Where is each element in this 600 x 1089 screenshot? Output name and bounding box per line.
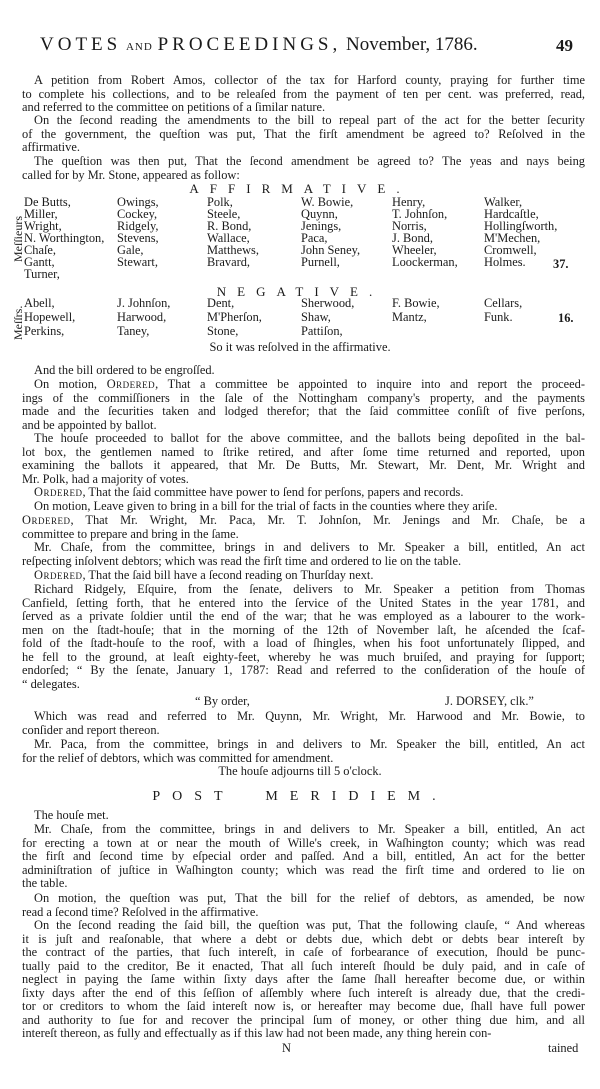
member-name: Purnell, bbox=[301, 255, 340, 269]
by-order: “ By order, bbox=[195, 694, 250, 708]
member-name: Paca, bbox=[301, 231, 328, 245]
header-date: November, 1786. bbox=[345, 34, 478, 55]
text-line: conſider and report thereon. bbox=[22, 722, 160, 737]
text-line: On motion, Ordered, That a committee be appointed to inquire into and report the proceed- bbox=[34, 377, 585, 391]
text-line: made and the ſecurities taken and lodged therefor; that the ſaid committee conſiſt of five perſons, bbox=[22, 404, 585, 419]
member-name: Turner, bbox=[24, 267, 60, 281]
member-name: Bravard, bbox=[207, 255, 251, 269]
member-name: Wheeler, bbox=[392, 243, 437, 257]
text-line: it is juſt and reaſonable, that where a debt or debts due, which debt or debts bear intereſt by bbox=[22, 931, 585, 946]
text-line: ings of the commiſſioners in the ſale of the Nottingham company's property, and the payments bbox=[22, 390, 585, 405]
member-name: Loockerman, bbox=[392, 255, 458, 269]
ordered-smallcaps: Ordered bbox=[34, 485, 83, 499]
text-line: the contract of the parties, that ſuch intereſt, in caſe of forbearance of execution, ſhould be punc- bbox=[22, 945, 585, 960]
adjournment-note: The houſe adjourns till 5 o'clock. bbox=[218, 764, 382, 778]
member-name: Owings, bbox=[117, 195, 159, 209]
member-name: Perkins, bbox=[24, 324, 65, 338]
text-line: reſpecting inſolvent debtors; which was read the firſt time and ordered to lie on the table. bbox=[22, 553, 462, 568]
text-line: On the ſecond reading the amendments to the bill to repeal part of the act for the better ſecurity bbox=[34, 113, 585, 127]
text-line: A petition from Robert Amos, collector of the tax for Harford county, praying for further time bbox=[34, 73, 585, 87]
text-line: ſixty days after the end of this ſeſſion of aſſembly where ſuch intereſt is already due, that the credi- bbox=[22, 985, 585, 1000]
member-name: Ridgely, bbox=[117, 219, 159, 233]
affirmative-count: 37. bbox=[553, 257, 569, 271]
member-name: Shaw, bbox=[301, 310, 331, 324]
member-name: Cromwell, bbox=[484, 243, 537, 257]
member-name: Mantz, bbox=[392, 310, 427, 324]
member-name: M'Mechen, bbox=[484, 231, 541, 245]
member-name: Gale, bbox=[117, 243, 144, 257]
text-line: intereſt thereon, as fully and effectually as if this law had not been made, any thing herein con- bbox=[22, 1026, 492, 1041]
text-line: tually paid to the creditor, Be it enacted, That all ſuch intereſt ſhould be duly paid, and in caſe of bbox=[22, 958, 585, 973]
member-name: Wright, bbox=[24, 219, 62, 233]
member-name: F. Bowie, bbox=[392, 296, 440, 310]
vote-result: So it was reſolved in the affirmative. bbox=[209, 340, 391, 354]
text-line: Canfield, ſetting forth, that he entered into the ſervice of the United States in the year 1781, and bbox=[22, 595, 585, 610]
member-name: R. Bond, bbox=[207, 219, 252, 233]
member-name: J. Bond, bbox=[392, 231, 433, 245]
member-name: M'Pherſon, bbox=[207, 310, 262, 324]
text-line: he fell to the ground, at leaſt eighty-feet, whereby he was much bruiſed, and praying for ſupport; bbox=[22, 649, 585, 664]
running-header bbox=[40, 34, 570, 56]
text-line: Ordered, That Mr. Wright, Mr. Paca, Mr. T. Johnſon, Mr. Jenings and Mr. Chaſe, be a bbox=[22, 513, 585, 527]
text-line: and referred to the committee on petitions of a ſimilar nature. bbox=[22, 100, 326, 115]
member-name: Stewart, bbox=[117, 255, 158, 269]
negative-messrs-label: Meſſrs. bbox=[11, 305, 25, 340]
member-name: J. Johnſon, bbox=[117, 296, 171, 310]
member-name: W. Bowie, bbox=[301, 195, 354, 209]
text-line: read a ſecond time? Reſolved in the affirmative. bbox=[22, 904, 259, 919]
text-line: and be appointed by ballot. bbox=[22, 417, 157, 432]
member-name: Holmes. bbox=[484, 255, 526, 269]
text-line: On motion, the queſtion was put, That the bill for the relief of debtors, as amended, be now bbox=[34, 891, 585, 905]
text-line: Richard Ridgely, Eſquire, from the ſenate, delivers to Mr. Speaker a petition from Thomas bbox=[34, 582, 585, 596]
member-name: Pattiſon, bbox=[301, 324, 343, 338]
text-line: Which was read and referred to Mr. Quynn, Mr. Wright, Mr. Harwood and Mr. Bowie, to bbox=[34, 709, 585, 723]
text-line: the firſt and ſecond time by eſpecial order and paſſed. And a bill, entitled, An act for the better bbox=[22, 849, 585, 864]
member-name: John Seney, bbox=[301, 243, 361, 257]
member-name: Hollingſworth, bbox=[484, 219, 558, 233]
page-number: 49 bbox=[556, 36, 573, 55]
member-name: Stone, bbox=[207, 324, 239, 338]
text-line: neglect in paying the ſame within ſixty days after the ſame ſhall hereafter become due, or within bbox=[22, 972, 585, 987]
negative-heading: NEGATIVE. bbox=[216, 284, 384, 299]
text-line: Mr. Paca, from the committee, brings in and delivers to Mr. Speaker the bill, entitled, An act bbox=[34, 737, 585, 751]
text-line: Mr. Chaſe, from the committee, brings in and delivers to Mr. Speaker a bill, entitled, An act bbox=[34, 822, 585, 836]
member-name: Henry, bbox=[392, 195, 426, 209]
text-line: for erecting a town at or near the mouth of Wille's creek, in Waſhington county; which was read bbox=[22, 835, 585, 850]
text-line: “ delegates. bbox=[22, 676, 80, 691]
member-name: Sherwood, bbox=[301, 296, 355, 310]
text-line: The houſe met. bbox=[34, 808, 109, 822]
text-line: committee to prepare and bring in the ſame. bbox=[22, 526, 239, 541]
member-name: Polk, bbox=[207, 195, 233, 209]
member-name: Miller, bbox=[24, 207, 58, 221]
member-name: Steele, bbox=[207, 207, 241, 221]
member-name: Cellars, bbox=[484, 296, 523, 310]
text-line: examining the ballots it appeared, that Mr. De Butts, Mr. Stewart, Mr. Dent, Mr. Wright and bbox=[22, 458, 585, 473]
header-title-and: AND bbox=[125, 41, 153, 53]
text-line: tor or creditors to whom the ſaid intereſt now is, or hereafter may become due, ſhall have full power bbox=[22, 999, 585, 1014]
member-name: Chaſe, bbox=[24, 243, 56, 257]
member-name: Jenings, bbox=[301, 219, 342, 233]
text-line: and authority to ſue for and recover the principal ſum of money, or other thing due him, and all bbox=[22, 1012, 585, 1027]
member-name: Abell, bbox=[24, 296, 55, 310]
member-name: N. Worthington, bbox=[24, 231, 105, 245]
member-name: Walker, bbox=[484, 195, 523, 209]
text-line: of the government, the queſtion was put, That the firſt amendment be agreed to? Reſolved in the bbox=[22, 126, 585, 141]
text-line: to complete his collections, and to be releaſed from the payment of ten per cent. was preferred, read, bbox=[22, 86, 585, 101]
text-line: Mr. Chaſe, from the committee, brings in and delivers to Mr. Speaker a bill, entitled, An act bbox=[34, 540, 585, 554]
catchword: tained bbox=[548, 1041, 579, 1055]
text-line: Ordered, That the ſaid committee have power to ſend for perſons, papers and records. bbox=[34, 485, 464, 499]
affirmative-heading: AFFIRMATIVE. bbox=[189, 181, 411, 196]
member-name: Hopewell, bbox=[24, 310, 76, 324]
text-line: fold of the ſtadt-houſe to the roof, with a load of ſhingles, when his foot unfortunately ſlipped, and bbox=[22, 636, 585, 651]
text-line: The queſtion was then put, That the ſecond amendment be agreed to? The yeas and nays being bbox=[34, 154, 585, 168]
text-line: the table. bbox=[22, 876, 68, 891]
ordered-smallcaps: Ordered bbox=[106, 377, 156, 391]
text-line: for the relief of debtors, which was committed for amendment. bbox=[22, 750, 334, 765]
header-title-votes: VOTES bbox=[40, 34, 122, 55]
text-line: And the bill ordered to be engroſſed. bbox=[34, 363, 215, 377]
text-line: On motion, Leave given to bring in a bill for the trial of facts in the counties where they ariſe. bbox=[34, 499, 498, 513]
member-name: Cockey, bbox=[117, 207, 158, 221]
member-name: Dent, bbox=[207, 296, 235, 310]
text-line: called for by Mr. Stone, appeared as follow: bbox=[22, 167, 240, 182]
header-title-proceedings: PROCEEDINGS, bbox=[157, 34, 342, 55]
member-name: Hardcaſtle, bbox=[484, 207, 539, 221]
affirmative-messrs-label: Meſſieurs bbox=[11, 216, 25, 262]
text-line: ſerved as a private ſoldier until the end of the war; that he was employed as a labourer to the work- bbox=[22, 609, 585, 624]
member-name: Norris, bbox=[392, 219, 427, 233]
member-name: Funk. bbox=[484, 310, 513, 324]
member-name: T. Johnſon, bbox=[392, 207, 448, 221]
ordered-smallcaps: Ordered bbox=[22, 513, 71, 527]
member-name: Quynn, bbox=[301, 207, 338, 221]
text-line: affirmative. bbox=[22, 140, 80, 155]
text-line: lot box, the gentlemen named to ſtrike retired, and after ſome time returned and reported, upon bbox=[22, 444, 585, 459]
member-name: Wallace, bbox=[207, 231, 250, 245]
ordered-smallcaps: Ordered bbox=[34, 568, 83, 582]
text-line: On the ſecond reading the ſaid bill, the queſtion was put, That the following clauſe, “ And whereas bbox=[34, 918, 585, 932]
text-line: Ordered, That the ſaid bill have a ſecond reading on Thurſday next. bbox=[34, 568, 374, 582]
negative-count: 16. bbox=[558, 311, 574, 325]
text-line: The houſe proceeded to ballot for the above committee, and the ballots being depoſited in the bal- bbox=[34, 431, 585, 445]
signature-mark: N bbox=[282, 1041, 291, 1055]
member-name: Taney, bbox=[117, 324, 150, 338]
member-name: Gantt, bbox=[24, 255, 55, 269]
member-name: Matthews, bbox=[207, 243, 259, 257]
text-line: endorſed; “ By the ſenate, January 1, 1787: Read and referred to the conſideration of the houſe of bbox=[22, 663, 585, 678]
text-line: adminiſtration of juſtice in Waſhington county; which was read the firſt time and ordered to lie on bbox=[22, 862, 585, 877]
text-line: men on the ſtadt-houſe; that in the morning of the 12th of November laſt, he aſcended the ſcaf- bbox=[22, 622, 585, 637]
member-name: Harwood, bbox=[117, 310, 167, 324]
post-meridiem-heading: POST MERIDIEM. bbox=[152, 789, 448, 804]
text-line: Mr. Polk, had a majority of votes. bbox=[22, 471, 189, 486]
clerk-signature: J. DORSEY, clk.” bbox=[445, 694, 534, 708]
member-name: De Butts, bbox=[24, 195, 71, 209]
member-name: Stevens, bbox=[117, 231, 159, 245]
